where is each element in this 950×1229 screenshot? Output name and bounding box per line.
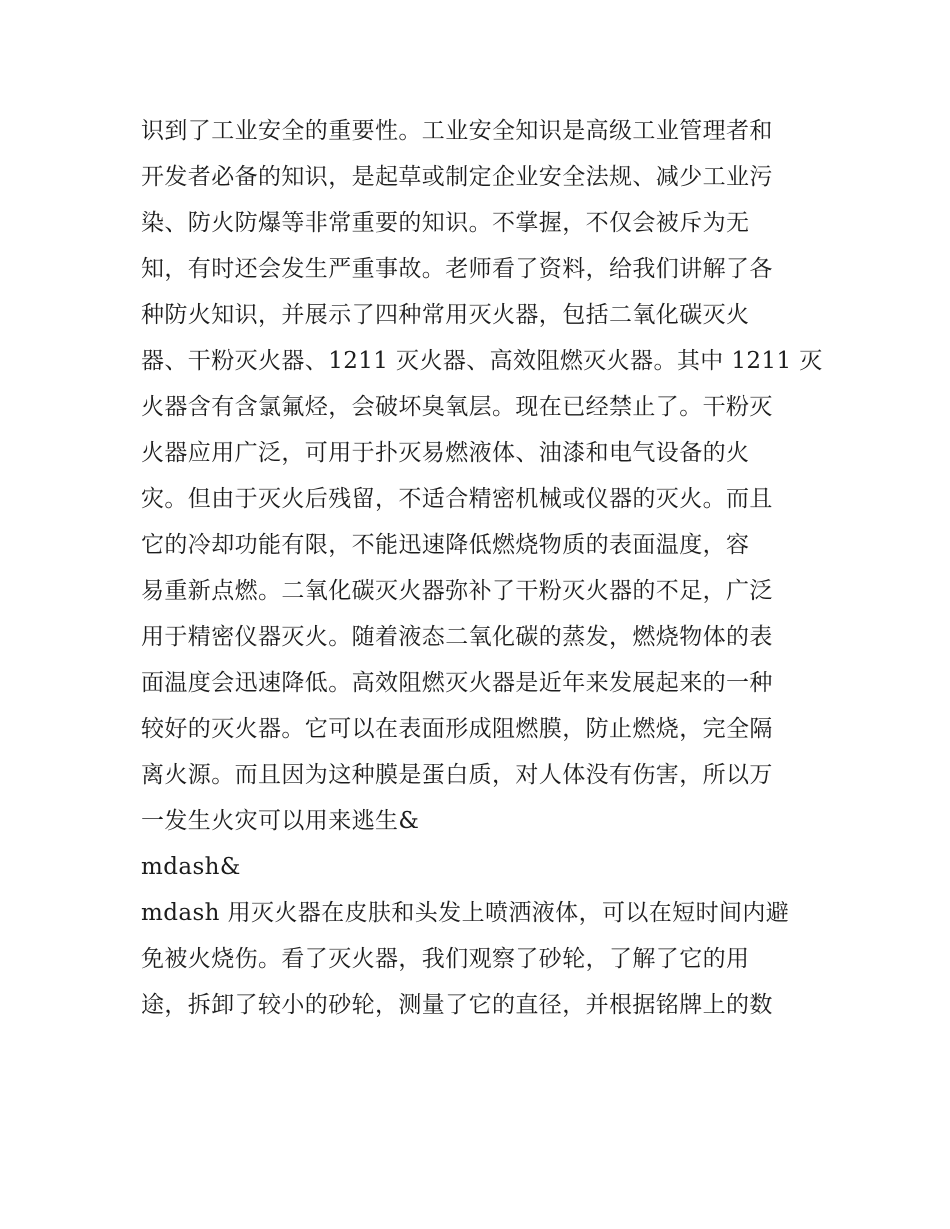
text-line: 识到了工业安全的重要性。工业安全知识是高级工业管理者和 bbox=[141, 118, 773, 144]
text-line: 一发生火灾可以用来逃生& bbox=[141, 808, 420, 834]
text-line: 较好的灭火器。它可以在表面形成阻燃膜，防止燃烧，完全隔 bbox=[141, 716, 773, 742]
text-line: 它的冷却功能有限，不能迅速降低燃烧物质的表面温度，容 bbox=[141, 532, 750, 558]
text-line: 知，有时还会发生严重事故。老师看了资料，给我们讲解了各 bbox=[141, 256, 773, 282]
text-line: 面温度会迅速降低。高效阻燃灭火器是近年来发展起来的一种 bbox=[141, 670, 773, 696]
text-line: 用于精密仪器灭火。随着液态二氧化碳的蒸发，燃烧物体的表 bbox=[141, 624, 773, 650]
text-line: mdash 用灭火器在皮肤和头发上喷洒液体，可以在短时间内避 bbox=[141, 900, 790, 926]
text-line: 染、防火防爆等非常重要的知识。不掌握，不仅会被斥为无 bbox=[141, 210, 750, 236]
text-line: 器、干粉灭火器、1211 灭火器、高效阻燃灭火器。其中 1211 灭 bbox=[141, 348, 823, 374]
text-line: 灾。但由于灭火后残留，不适合精密机械或仪器的灭火。而且 bbox=[141, 486, 773, 512]
text-line: 火器应用广泛，可用于扑灭易燃液体、油漆和电气设备的火 bbox=[141, 440, 750, 466]
text-line: 开发者必备的知识，是起草或制定企业安全法规、减少工业污 bbox=[141, 164, 773, 190]
text-line: mdash& bbox=[141, 854, 241, 880]
text-line: 火器含有含氯氟烃，会破坏臭氧层。现在已经禁止了。干粉灭 bbox=[141, 394, 773, 420]
text-line: 种防火知识，并展示了四种常用灭火器，包括二氧化碳灭火 bbox=[141, 302, 750, 328]
body-text bbox=[141, 108, 821, 1028]
text-line: 途，拆卸了较小的砂轮，测量了它的直径，并根据铭牌上的数 bbox=[141, 992, 773, 1018]
text-line: 免被火烧伤。看了灭火器，我们观察了砂轮，了解了它的用 bbox=[141, 946, 750, 972]
text-line: 离火源。而且因为这种膜是蛋白质，对人体没有伤害，所以万 bbox=[141, 762, 773, 788]
text-line: 易重新点燃。二氧化碳灭火器弥补了干粉灭火器的不足，广泛 bbox=[141, 578, 773, 604]
